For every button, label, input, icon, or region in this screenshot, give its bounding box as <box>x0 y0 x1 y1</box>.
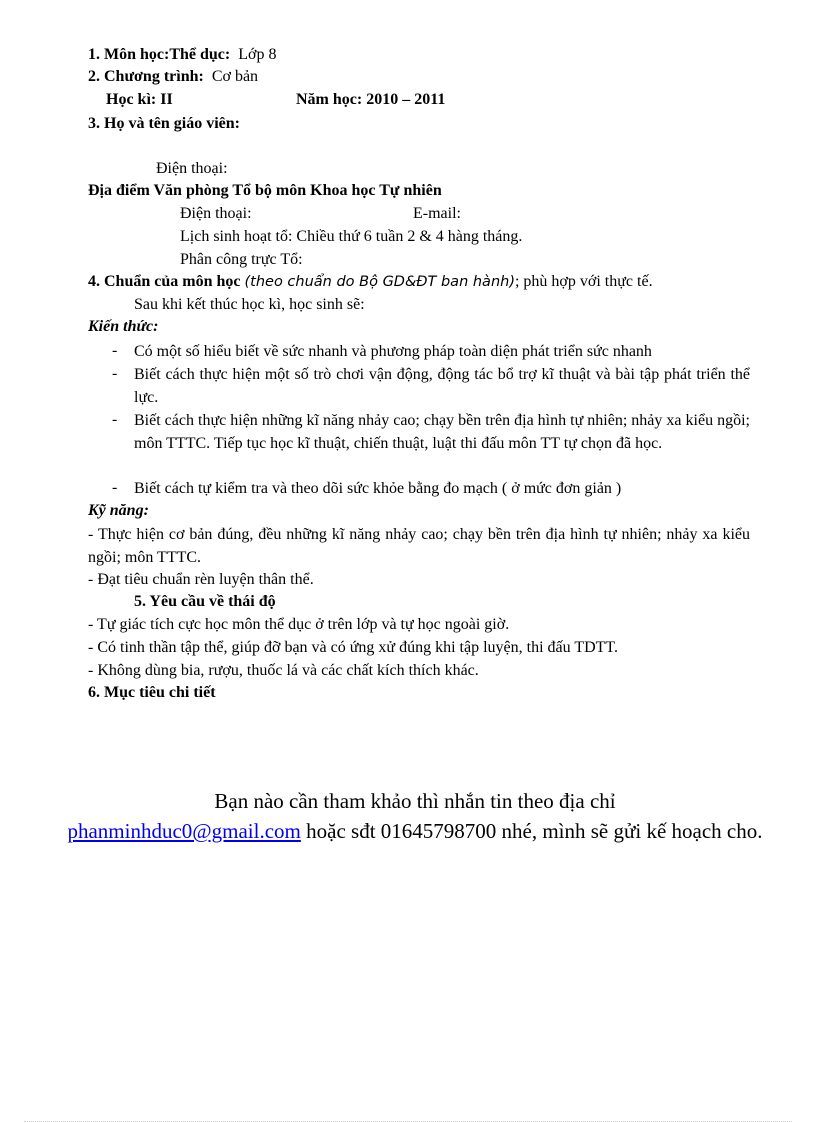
section-2 <box>88 66 258 88</box>
skills-item: - Thực hiện cơ bản đúng, đều những kĩ năng nhảy cao; chạy bền trên địa hình tự nhiên; nhảy xa kiểu ngồi; môn TTTC. <box>88 526 750 566</box>
list-bullet: - <box>112 411 118 428</box>
section-1 <box>88 44 276 66</box>
standard-label: 4. Chuẩn của môn học <box>88 273 241 290</box>
list-bullet: - <box>112 365 118 382</box>
program-label: 2. Chương trình: <box>88 68 204 85</box>
section-5-heading: 5. Yêu cầu về thái độ <box>134 593 276 610</box>
section-4 <box>88 271 653 293</box>
outcome-intro: Sau khi kết thúc học kì, học sinh sẽ: <box>134 296 365 313</box>
list-item: Có một số hiểu biết về sức nhanh và phương pháp toàn diện phát triển sức nhanh <box>134 343 652 360</box>
term-label: Học kì: II <box>106 91 173 108</box>
contact-email-link[interactable]: phanminhduc0@gmail.com <box>67 819 301 843</box>
teacher-phone-label: Điện thoại: <box>156 160 228 177</box>
section-3-teacher-name: 3. Họ và tên giáo viên: <box>88 115 240 132</box>
skills-heading: Kỹ năng: <box>88 502 149 519</box>
list-item: Biết cách thực hiện một số trò chơi vận động, động tác bổ trợ kĩ thuật và bài tập phát triển thể lực. <box>134 366 750 406</box>
list-bullet: - <box>112 342 118 359</box>
office-phone-label: Điện thoại: <box>180 205 252 222</box>
contact-details <box>60 816 770 846</box>
standard-note: (theo chuẩn do Bộ GD&ĐT ban hành) <box>244 274 515 290</box>
page-bottom-divider <box>24 1121 792 1122</box>
grade-value: Lớp 8 <box>238 46 277 63</box>
office-location: Địa điểm Văn phòng Tổ bộ môn Khoa học Tự nhiên <box>88 182 442 199</box>
program-value: Cơ bản <box>211 68 259 85</box>
skills-item: - Đạt tiêu chuẩn rèn luyện thân thể. <box>88 571 314 588</box>
subject-label: 1. Môn học:Thể dục: <box>88 46 231 63</box>
duty-assignment: Phân công trực Tổ: <box>180 251 303 268</box>
list-item: Biết cách tự kiểm tra và theo dõi sức khỏe bằng đo mạch ( ở mức đơn giản ) <box>134 480 622 497</box>
list-item: Biết cách thực hiện những kĩ năng nhảy cao; chạy bền trên địa hình tự nhiên; nhảy xa kiểu ngồi; môn TTTC. Tiếp tục học kĩ thuật, chiến thuật, luật thi đấu môn TT tự chọn đã học. <box>134 412 750 452</box>
attitude-item: - Có tinh thần tập thể, giúp đỡ bạn và có ứng xử đúng khi tập luyện, thi đấu TDTT. <box>88 639 619 656</box>
contact-note <box>60 786 770 846</box>
knowledge-heading: Kiến thức: <box>88 318 159 335</box>
school-year: Năm học: 2010 – 2011 <box>296 91 446 108</box>
list-bullet: - <box>112 479 118 496</box>
contact-phone-text: hoặc sđt 01645798700 nhé, mình sẽ gửi kế hoạch cho. <box>300 819 763 843</box>
contact-line: Bạn nào cần tham khảo thì nhắn tin theo địa chỉ <box>214 789 616 813</box>
meeting-schedule: Lịch sinh hoạt tổ: Chiều thứ 6 tuần 2 & 4 hàng tháng. <box>180 228 523 245</box>
standard-tail: ; phù hợp với thực tế. <box>514 273 653 290</box>
section-6-heading: 6. Mục tiêu chi tiết <box>88 684 216 701</box>
attitude-item: - Tự giác tích cực học môn thể dục ở trên lớp và tự học ngoài giờ. <box>88 616 510 633</box>
office-email-label: E-mail: <box>413 205 461 222</box>
attitude-item: - Không dùng bia, rượu, thuốc lá và các chất kích thích khác. <box>88 662 479 679</box>
